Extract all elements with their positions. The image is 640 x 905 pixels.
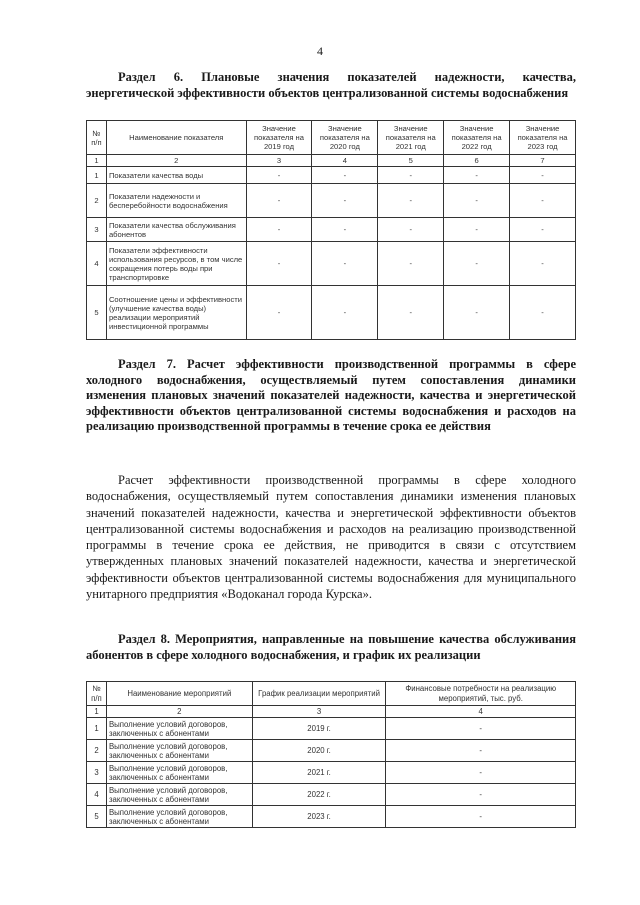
table-row	[87, 184, 576, 218]
schedule-cell: 2021 г.	[252, 762, 386, 784]
indicator-name: Показатели надежности и бесперебойности водоснабжения	[106, 184, 246, 218]
row-number: 3	[87, 762, 107, 784]
column-number: 3	[252, 706, 386, 718]
schedule-cell: 2022 г.	[252, 784, 386, 806]
section7-paragraph: Расчет эффективности производственной программы в сфере холодного водоснабжения, осуществляемый путем сопоставления динамики изменения плановых значений показателей надежности, качества и энергетической эффективности объектов централизованной системы водоснабжения и расходов на реализацию производственной программы в течение срока ее действия, не приводится в связи с отсутствием утвержденных плановых значений показателей надежности, качества и энергетической эффективности объектов централизованной системы водоснабжения для муниципального унитарного предприятия «Водоканал города Курска».	[86, 473, 576, 602]
column-number-row	[87, 706, 576, 718]
header-cell: График реализации мероприятий	[252, 682, 386, 706]
indicator-name: Соотношение цены и эффективности (улучшение качества воды) реализации мероприятий инвестиционной программы	[106, 286, 246, 340]
section7-heading: Раздел 7. Расчет эффективности производственной программы в сфере холодного водоснабжения, осуществляемый путем сопоставления динамики изменения плановых значений показателей надежности, качества и энергетической эффективности объектов централизованной системы водоснабжения и расходов на реализацию производственной программы в течение срока ее действия	[86, 357, 576, 433]
column-number: 5	[378, 155, 444, 167]
header-cell: Значение показателя на 2019 год	[246, 121, 312, 155]
indicator-name: Показатели качества воды	[106, 167, 246, 184]
value-cell: -	[378, 184, 444, 218]
row-number: 5	[87, 286, 107, 340]
measure-name: Выполнение условий договоров, заключенных с абонентами	[106, 762, 252, 784]
header-cell: Значение показателя на 2021 год	[378, 121, 444, 155]
value-cell: -	[444, 286, 510, 340]
value-cell: -	[510, 218, 576, 242]
column-number: 4	[312, 155, 378, 167]
schedule-cell: 2020 г.	[252, 740, 386, 762]
column-number: 4	[386, 706, 576, 718]
table-row	[87, 218, 576, 242]
header-cell: Наименование показателя	[106, 121, 246, 155]
page-number: 4	[317, 44, 323, 58]
value-cell: -	[378, 218, 444, 242]
row-number: 1	[87, 718, 107, 740]
column-number: 2	[106, 155, 246, 167]
column-number: 2	[106, 706, 252, 718]
value-cell: -	[378, 167, 444, 184]
row-number: 2	[87, 740, 107, 762]
value-cell: -	[312, 286, 378, 340]
value-cell: -	[444, 242, 510, 286]
section6-heading: Раздел 6. Плановые значения показателей надежности, качества, энергетической эффективности объектов централизованной системы водоснабжения	[86, 70, 576, 100]
finance-cell: -	[386, 784, 576, 806]
value-cell: -	[510, 242, 576, 286]
schedule-cell: 2019 г.	[252, 718, 386, 740]
header-cell: Финансовые потребности на реализацию мероприятий, тыс. руб.	[386, 682, 576, 706]
header-cell: Наименование мероприятий	[106, 682, 252, 706]
table-row	[87, 242, 576, 286]
header-cell: № п/п	[87, 682, 107, 706]
value-cell: -	[246, 184, 312, 218]
table-row	[87, 762, 576, 784]
measure-name: Выполнение условий договоров, заключенных с абонентами	[106, 740, 252, 762]
table-row	[87, 286, 576, 340]
table-header-row	[87, 121, 576, 155]
table-row	[87, 740, 576, 762]
table-row	[87, 167, 576, 184]
column-number: 1	[87, 706, 107, 718]
value-cell: -	[312, 167, 378, 184]
table-header-row	[87, 682, 576, 706]
value-cell: -	[312, 184, 378, 218]
header-cell: Значение показателя на 2020 год	[312, 121, 378, 155]
value-cell: -	[246, 242, 312, 286]
finance-cell: -	[386, 718, 576, 740]
header-cell: № п/п	[87, 121, 107, 155]
table-row	[87, 718, 576, 740]
column-number-row	[87, 155, 576, 167]
section8-table	[86, 681, 576, 828]
row-number: 2	[87, 184, 107, 218]
row-number: 4	[87, 784, 107, 806]
value-cell: -	[246, 286, 312, 340]
value-cell: -	[246, 218, 312, 242]
schedule-cell: 2023 г.	[252, 806, 386, 828]
row-number: 3	[87, 218, 107, 242]
value-cell: -	[510, 184, 576, 218]
value-cell: -	[510, 167, 576, 184]
value-cell: -	[444, 218, 510, 242]
column-number: 7	[510, 155, 576, 167]
finance-cell: -	[386, 762, 576, 784]
value-cell: -	[312, 218, 378, 242]
measure-name: Выполнение условий договоров, заключенных с абонентами	[106, 718, 252, 740]
column-number: 6	[444, 155, 510, 167]
indicator-name: Показатели эффективности использования ресурсов, в том числе сокращения потерь воды при транспортировке	[106, 242, 246, 286]
row-number: 1	[87, 167, 107, 184]
measure-name: Выполнение условий договоров, заключенных с абонентами	[106, 806, 252, 828]
table-row	[87, 784, 576, 806]
value-cell: -	[246, 167, 312, 184]
finance-cell: -	[386, 806, 576, 828]
section6-table	[86, 120, 576, 340]
section8-heading: Раздел 8. Мероприятия, направленные на повышение качества обслуживания абонентов в сфере холодного водоснабжения, и график их реализации	[86, 632, 576, 662]
value-cell: -	[378, 242, 444, 286]
value-cell: -	[312, 242, 378, 286]
indicator-name: Показатели качества обслуживания абонентов	[106, 218, 246, 242]
column-number: 3	[246, 155, 312, 167]
row-number: 4	[87, 242, 107, 286]
header-cell: Значение показателя на 2022 год	[444, 121, 510, 155]
finance-cell: -	[386, 740, 576, 762]
measure-name: Выполнение условий договоров, заключенных с абонентами	[106, 784, 252, 806]
column-number: 1	[87, 155, 107, 167]
header-cell: Значение показателя на 2023 год	[510, 121, 576, 155]
value-cell: -	[444, 184, 510, 218]
value-cell: -	[378, 286, 444, 340]
value-cell: -	[510, 286, 576, 340]
row-number: 5	[87, 806, 107, 828]
table-row	[87, 806, 576, 828]
value-cell: -	[444, 167, 510, 184]
